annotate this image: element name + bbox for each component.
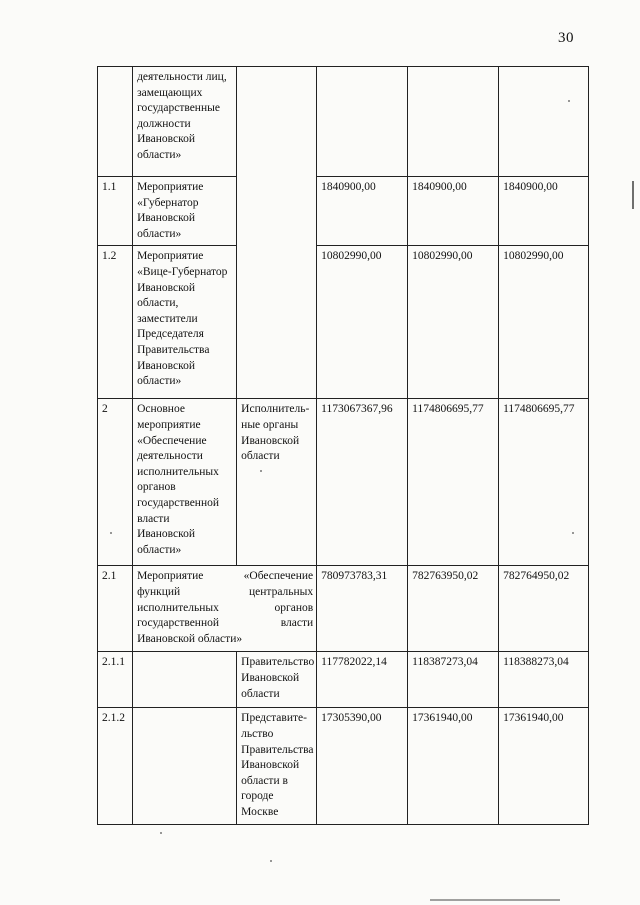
name-line: функций центральных <box>137 585 314 598</box>
value-year-3 <box>499 67 589 177</box>
measure-name <box>133 399 237 566</box>
executor-line: области <box>241 450 280 463</box>
name-line: Ивановской области» <box>137 632 243 645</box>
executor-line: ные органы <box>241 418 299 431</box>
measure-name <box>133 246 237 399</box>
executor-line: льство <box>241 727 274 740</box>
measure-name <box>133 652 237 708</box>
executor-line: области <box>241 687 280 700</box>
measure-name-wide <box>133 566 317 652</box>
executor-line: Ивановской <box>241 671 300 684</box>
scan-speck <box>572 532 574 534</box>
value-year-1: 10802990,00 <box>317 246 408 399</box>
executor-line: Ивановской <box>241 434 300 447</box>
name-line: Основное <box>137 403 185 416</box>
name-line: области, <box>137 297 179 310</box>
name-line: должности <box>137 117 191 130</box>
name-line: Председателя <box>137 328 204 341</box>
row-number: 1.1 <box>98 177 133 246</box>
row-number: 2.1.2 <box>98 708 133 824</box>
executor <box>237 708 317 824</box>
value-year-3: 782764950,02 <box>499 566 589 652</box>
scan-speck <box>160 832 162 834</box>
value-year-3: 17361940,00 <box>499 708 589 824</box>
name-line: Ивановской <box>137 281 196 294</box>
scan-speck <box>260 470 262 472</box>
value-year-2: 10802990,00 <box>408 246 499 399</box>
value-year-3: 1840900,00 <box>499 177 589 246</box>
table-row <box>98 708 589 824</box>
value-year-1: 1173067367,96 <box>317 399 408 566</box>
name-line: «Вице-Губернатор <box>137 265 228 278</box>
scan-speck <box>270 860 272 862</box>
value-year-1: 117782022,14 <box>317 652 408 708</box>
value-year-2: 782763950,02 <box>408 566 499 652</box>
name-line: области» <box>137 148 182 161</box>
value-year-2: 118387273,04 <box>408 652 499 708</box>
value-year-1 <box>317 67 408 177</box>
measure-name <box>133 708 237 824</box>
name-line: «Губернатор <box>137 196 199 209</box>
table-row <box>98 67 589 177</box>
executor-line: Правительства <box>241 743 314 756</box>
name-line: деятельности лиц, <box>137 71 227 83</box>
row-number: 2.1 <box>98 566 133 652</box>
scan-artifact-mark <box>632 181 634 209</box>
executor-line: Правительство <box>241 656 315 669</box>
name-line: власти <box>137 512 170 525</box>
table-row <box>98 177 589 246</box>
name-line: Мероприятие <box>137 181 204 193</box>
executor-line: Исполнитель- <box>241 403 310 416</box>
name-line: Ивановской <box>137 133 196 146</box>
executor-line: Представите- <box>241 712 307 725</box>
value-year-2: 1174806695,77 <box>408 399 499 566</box>
executor <box>237 399 317 566</box>
table-row <box>98 566 589 652</box>
name-line: исполнительных <box>137 465 219 478</box>
value-year-1: 1840900,00 <box>317 177 408 246</box>
table-row <box>98 652 589 708</box>
value-year-3: 118388273,04 <box>499 652 589 708</box>
name-line: Ивановской <box>137 359 196 372</box>
name-line: Ивановской <box>137 528 196 541</box>
row-number <box>98 67 133 177</box>
name-line: Мероприятие «Обеспечение <box>137 570 314 583</box>
executor-line: городе Москве <box>241 790 279 818</box>
name-line: органов <box>137 481 176 494</box>
value-year-1: 780973783,31 <box>317 566 408 652</box>
name-line: «Обеспечение <box>137 434 207 447</box>
name-line: заместители <box>137 312 198 325</box>
name-line: области» <box>137 375 182 388</box>
name-line: государственной власти <box>137 617 314 630</box>
executor-line: Ивановской <box>241 759 300 772</box>
table-row <box>98 399 589 566</box>
value-year-3: 1174806695,77 <box>499 399 589 566</box>
name-line: замещающих <box>137 86 203 99</box>
name-line: области» <box>137 227 182 240</box>
executor-line: области в <box>241 774 288 787</box>
measure-name <box>133 177 237 246</box>
name-line: государственной <box>137 496 220 509</box>
value-year-2: 1840900,00 <box>408 177 499 246</box>
executor <box>237 652 317 708</box>
name-line: деятельности <box>137 450 203 463</box>
budget-table <box>97 66 589 825</box>
name-line: Правительства <box>137 343 210 356</box>
name-line: Мероприятие <box>137 250 204 263</box>
executor-line-spread <box>241 418 313 434</box>
scan-speck <box>110 532 112 534</box>
name-line: Ивановской <box>137 212 196 225</box>
scan-speck <box>568 100 570 102</box>
name-line: мероприятие <box>137 418 201 431</box>
value-year-1: 17305390,00 <box>317 708 408 824</box>
name-line: исполнительных органов <box>137 601 314 614</box>
executor-cell-merged <box>237 67 317 399</box>
scan-artifact-line <box>430 899 560 901</box>
row-number: 1.2 <box>98 246 133 399</box>
name-line: области» <box>137 543 182 556</box>
page-number: 30 <box>558 30 574 46</box>
value-year-3: 10802990,00 <box>499 246 589 399</box>
table-row <box>98 246 589 399</box>
value-year-2 <box>408 67 499 177</box>
name-line: государственные <box>137 102 220 115</box>
row-number: 2.1.1 <box>98 652 133 708</box>
value-year-2: 17361940,00 <box>408 708 499 824</box>
row-number: 2 <box>98 399 133 566</box>
measure-name <box>133 67 237 177</box>
